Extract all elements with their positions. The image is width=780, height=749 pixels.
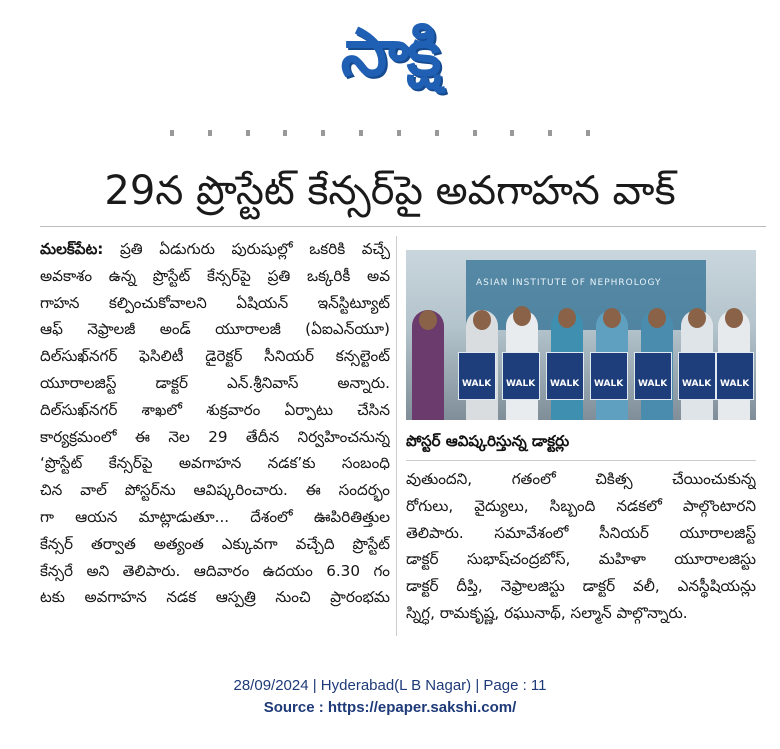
body-line-right: రోగులు, వైద్యులు, సిబ్బంది నడకలో పాల్గొంటారని [406,496,756,515]
body-line-right: వుతుందని, గతంలో చికిత్స చేయించుకున్న [406,470,756,488]
body-line-left: కేన్సర్ తర్వాత అత్యంత ఎక్కువగా వచ్చేది ప్రొస్టేట్ [40,534,390,553]
body-line-left: అవకాశం ఉన్న ప్రొస్టేట్ కేన్సర్‌పై ప్రతి ఒక్కరికీ అవ [40,266,390,285]
newspaper-logo: సాక్షి [340,14,440,91]
edition-info: 28/09/2024 | Hyderabad(L B Nagar) | Page : 11 [233,677,547,694]
walk-poster: WALK [502,352,540,400]
body-line-right: డాక్టర్ దీప్తి, నెఫ్రాలజిస్టు డాక్టర్ వలీ, ఎనస్థీషియన్లు [406,577,756,596]
source-link[interactable]: Source : https://epaper.sakshi.com/ [263,699,517,716]
body-line-left: కార్యక్రమంలో ఈ నెల 29 తేదీన నిర్వహించనున్న [40,427,390,446]
walk-poster: WALK [590,352,628,400]
body-line-left: చిన వాల్ పోస్టర్‌ను ఆవిష్కరించారు. ఈ సందర్భం [40,481,390,500]
walk-poster: WALK [458,352,496,400]
page-footer [0,675,780,719]
body-line-left: ఆఫ్ నెఫ్రాలజీ అండ్ యూరాలజీ (ఏఐఎన్‌యూ) [40,320,390,339]
article-photo [406,250,756,420]
body-line-left: గాహన కల్పించుకోవాలని ఏషియన్ ఇన్‌స్టిట్యూట్ [40,293,390,312]
walk-poster: WALK [678,352,716,400]
body-line-right: తెలిపారు. సమావేశంలో సీనియర్ యూరాలజిస్ట్ [406,523,756,542]
body-line-left: టకు అవగాహన నడక ఆస్పత్రి నుంచి ప్రారంభమ [40,588,390,607]
walk-poster: WALK [634,352,672,400]
body-line-left: కేన్సరే అని తెలిపారు. ఆదివారం ఉదయం 6.30 గం [40,561,390,580]
photo-backdrop-text: ASIAN INSTITUTE OF NEPHROLOGY [476,278,662,288]
dateline: మలక్‌పేట: [40,240,104,258]
photo-caption: పోస్టర్ ఆవిష్కరిస్తున్న డాక్టర్లు [406,432,570,450]
body-line-right: స్నిగ్ధ, రామకృష్ణ, రఘునాథ్, సల్మాన్ పాల్గొన్నారు. [406,603,688,622]
article-headline: 29న ప్రొస్టేట్ కేన్సర్‌పై అవగాహన వాక్ [104,168,676,214]
body-line-left: దిల్‌సుఖ్‌నగర్ శాఖలో శుక్రవారం ఏర్పాటు చేసిన [40,400,390,419]
article-body-right [406,466,756,627]
masthead [0,8,780,98]
column-divider [396,236,397,636]
section-strip [170,130,590,138]
body-line-left: దిల్‌సుఖ్‌నగర్ ఫెసిలిటీ డైరెక్టర్ సీనియర్ కన్సల్టెంట్ [40,347,390,366]
body-line-left: గా ఆయన మాట్లాడుతూ... దేశంలో ఊపిరితిత్తుల [40,507,390,526]
body-line-left: ‘ప్రొస్టేట్ కేన్సర్‌పై అవగాహన నడక’కు సంబంధి [40,454,390,473]
article-body-left [40,236,390,611]
body-line-left: యూరాలజిస్ట్ డాక్టర్ ఎన్.శ్రీనివాస్ అన్నారు. [40,373,390,392]
caption-divider [406,460,756,461]
body-line-right: డాక్టర్ సుభాష్‌చంద్రబోస్, మహిళా యూరాలజిస్టు [406,550,756,569]
walk-poster: WALK [716,352,754,400]
body-line-left: మలక్‌పేట: ప్రతి ఏడుగురు పురుషుల్లో ఒకరికి వచ్చే [40,240,390,258]
walk-poster: WALK [546,352,584,400]
headline-divider [40,226,766,227]
